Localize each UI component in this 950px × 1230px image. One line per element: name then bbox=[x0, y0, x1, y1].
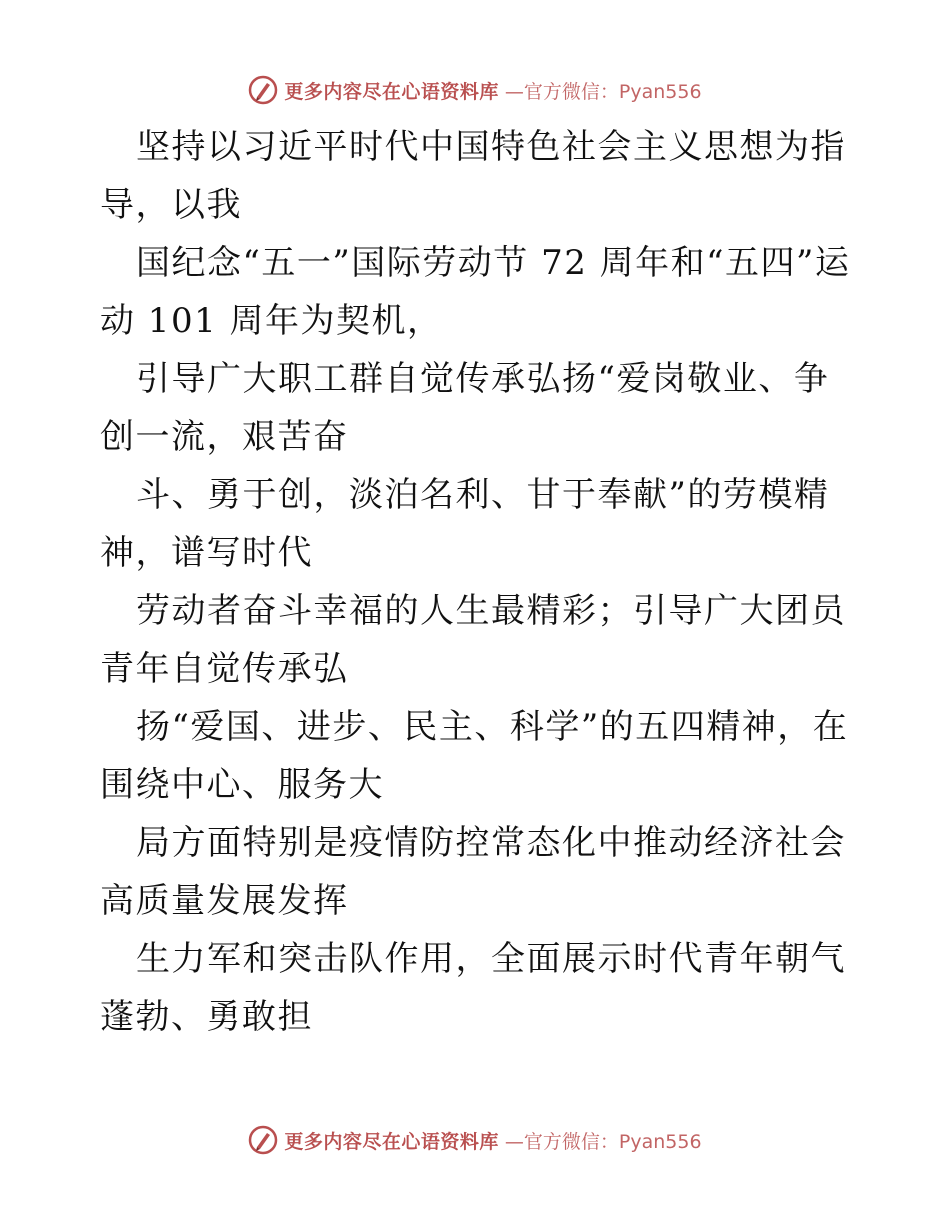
document-body bbox=[100, 118, 860, 1046]
header-banner bbox=[248, 75, 701, 105]
paragraph: 生力军和突击队作用，全面展示时代青年朝气蓬勃、勇敢担 bbox=[100, 939, 846, 1037]
paragraph: 劳动者奋斗幸福的人生最精彩；引导广大团员青年自觉传承弘 bbox=[100, 591, 846, 689]
footer-brand-text: 更多内容尽在心语资料库 bbox=[284, 1130, 499, 1153]
paragraph: 扬“爱国、进步、民主、科学”的五四精神，在围绕中心、服务大 bbox=[100, 707, 849, 805]
paragraph: 斗、勇于创，淡泊名利、甘于奉献”的劳模精神，谱写时代 bbox=[100, 475, 830, 573]
header-brand-text: 更多内容尽在心语资料库 bbox=[284, 80, 499, 103]
pen-logo-icon bbox=[248, 75, 278, 105]
page-header bbox=[0, 72, 950, 108]
page-footer bbox=[0, 1122, 950, 1158]
paragraph: 引导广大职工群自觉传承弘扬“爱岗敬业、争创一流，艰苦奋 bbox=[100, 359, 830, 457]
footer-contact-text: —官方微信：Pyan556 bbox=[504, 1130, 702, 1153]
pen-logo-icon bbox=[248, 1125, 278, 1155]
header-contact-text: —官方微信：Pyan556 bbox=[504, 80, 702, 103]
paragraph: 国纪念“五一”国际劳动节 72 周年和“五四”运动 101 周年为契机， bbox=[100, 243, 851, 341]
paragraph: 局方面特别是疫情防控常态化中推动经济社会高质量发展发挥 bbox=[100, 823, 846, 921]
paragraph: 坚持以习近平时代中国特色社会主义思想为指导，以我 bbox=[100, 127, 846, 225]
footer-banner bbox=[248, 1125, 701, 1155]
